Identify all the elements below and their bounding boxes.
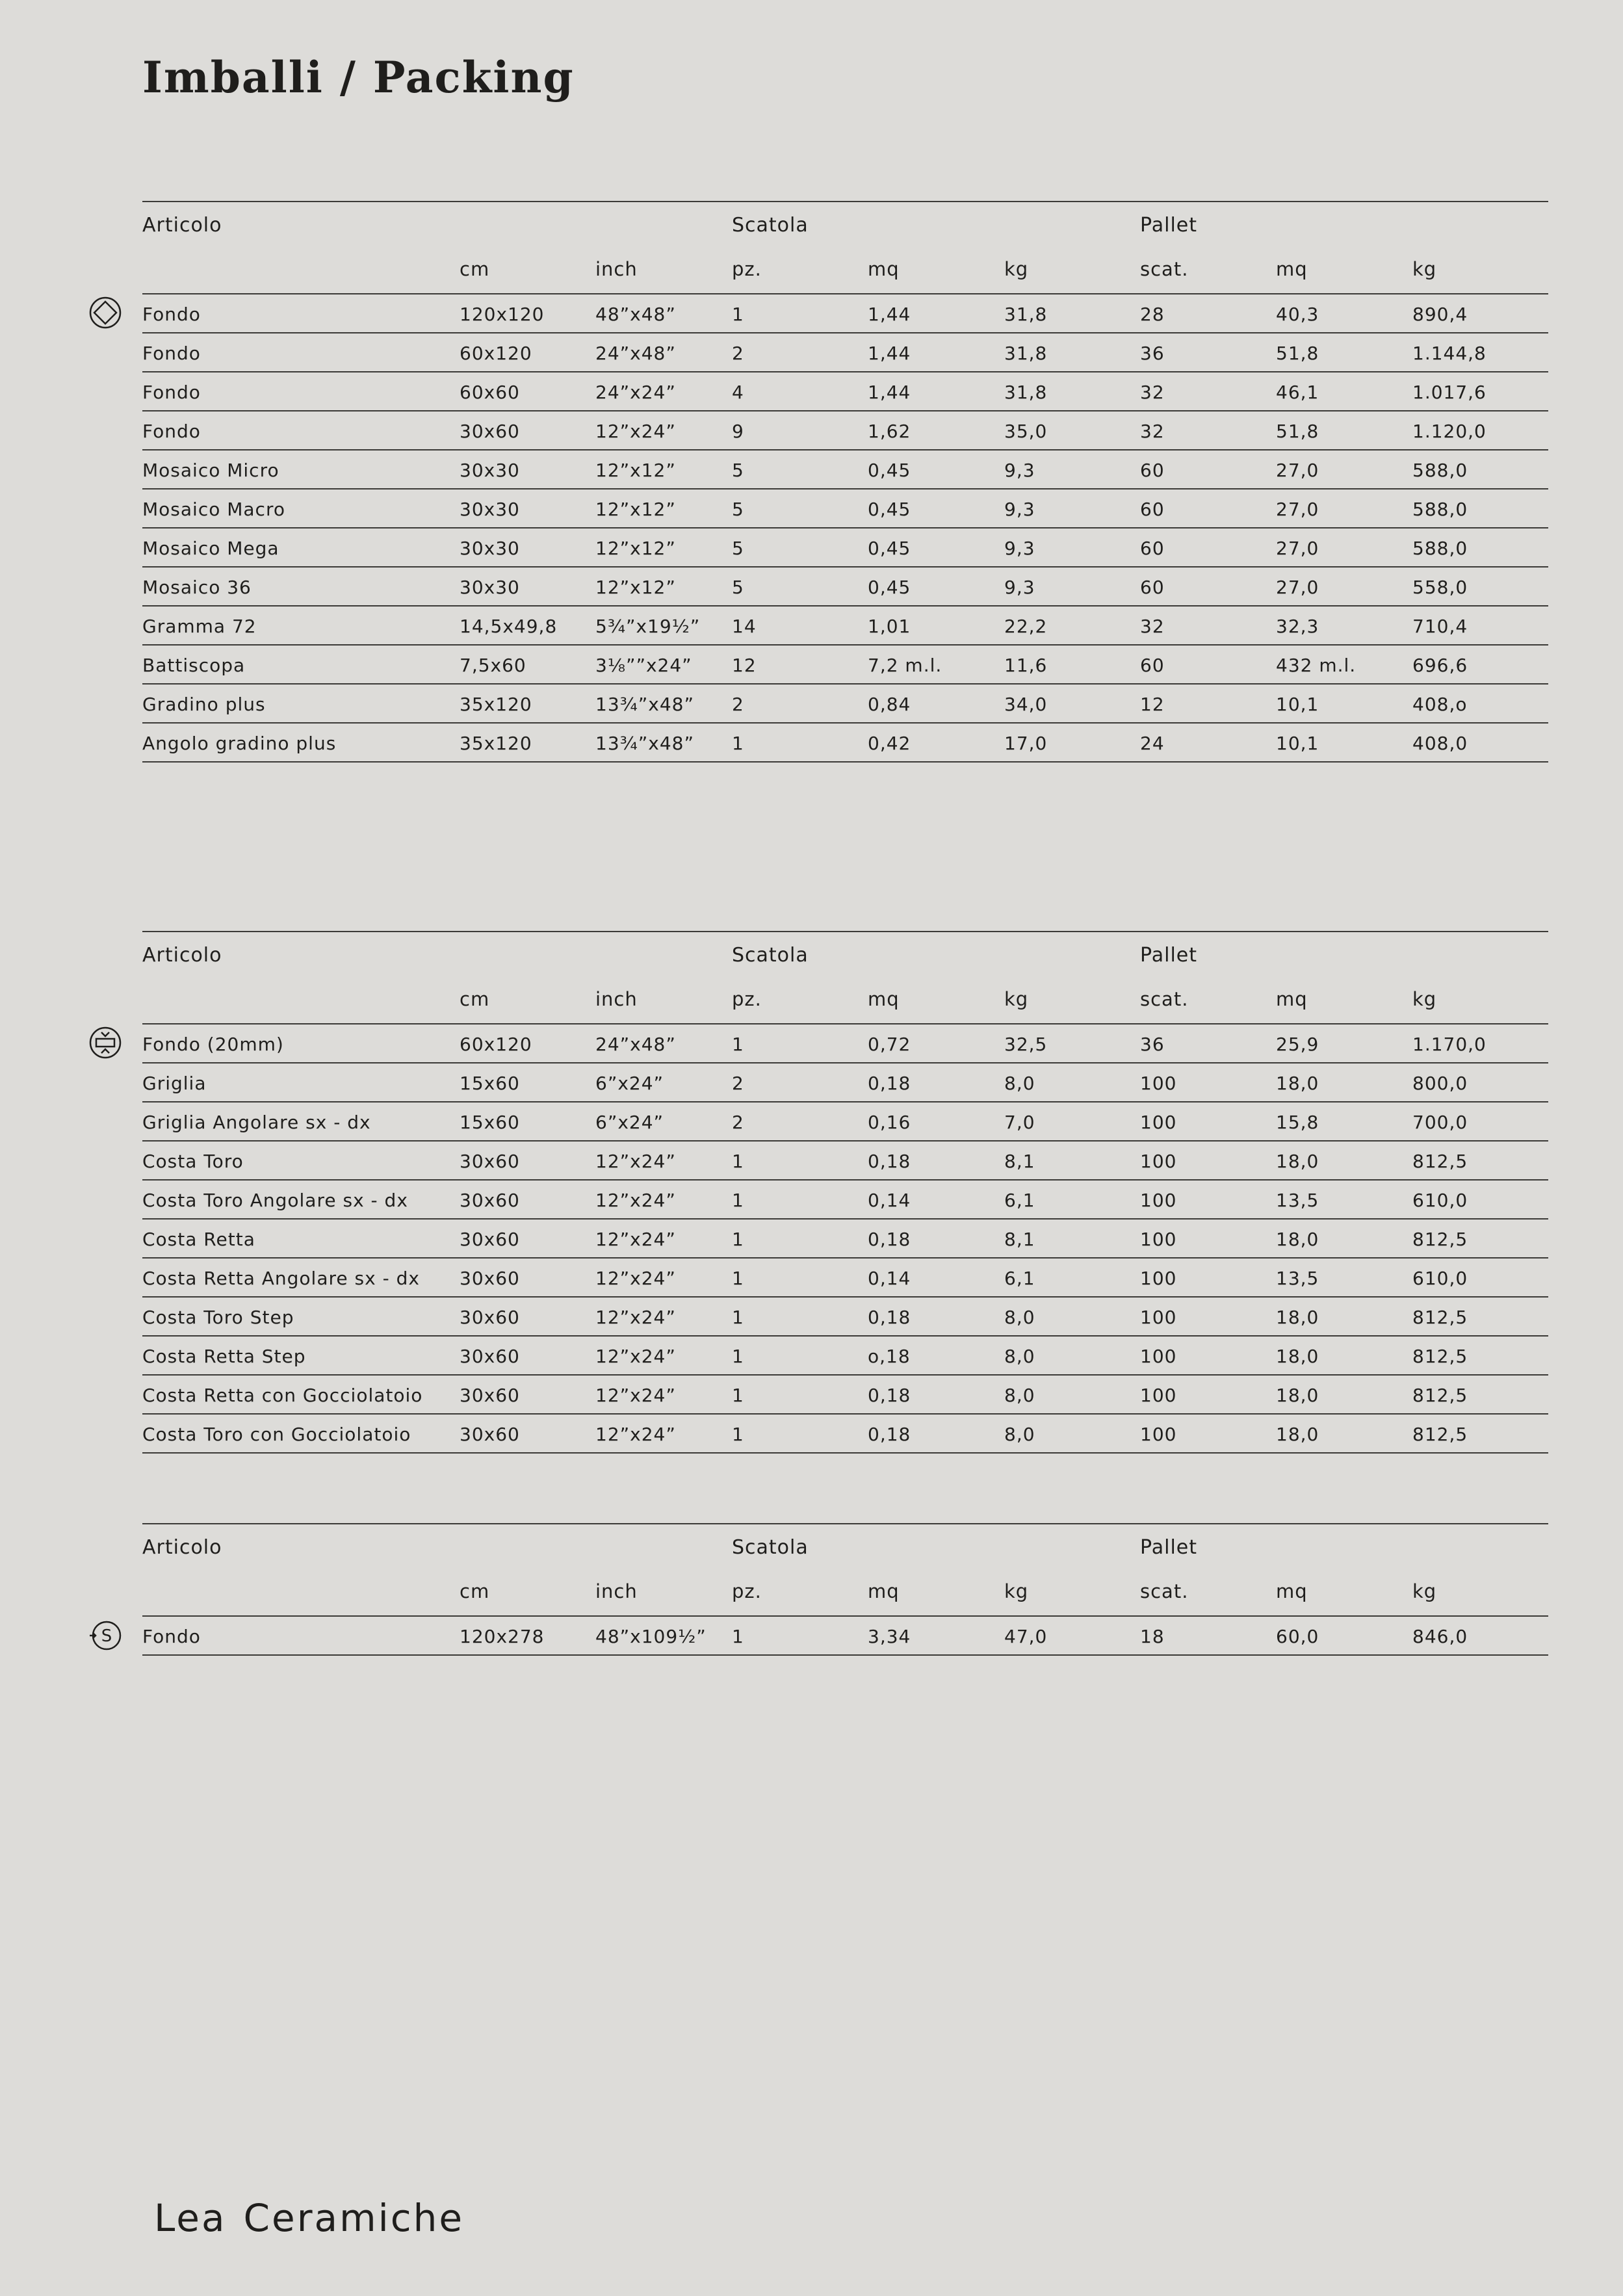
- table-row: [142, 1415, 1548, 1454]
- cell-scatola-kg: 8,0: [1004, 1346, 1035, 1367]
- cell-scat: 60: [1140, 538, 1165, 559]
- cell-articolo: Griglia Angolare sx - dx: [142, 1112, 371, 1133]
- cell-articolo: Fondo: [142, 343, 201, 364]
- subheader-mq: mq: [868, 258, 900, 280]
- cell-scatola-kg: 9,3: [1004, 460, 1035, 481]
- subheader-pallet-mq: mq: [1276, 258, 1308, 280]
- cell-scatola-mq: 0,18: [868, 1073, 911, 1094]
- cell-pallet-mq: 25,9: [1276, 1034, 1319, 1055]
- cell-inch: 24”x48”: [595, 343, 676, 364]
- cell-articolo: Mosaico Micro: [142, 460, 279, 481]
- cell-scatola-kg: 34,0: [1004, 694, 1048, 715]
- table-row: [142, 294, 1548, 333]
- subheader-pz: pz.: [732, 258, 762, 280]
- cell-inch: 24”x48”: [595, 1034, 676, 1055]
- cell-inch: 12”x24”: [595, 1424, 676, 1445]
- cell-cm: 30x30: [460, 577, 520, 598]
- brand-word-ceramiche: Ceramiche: [243, 2196, 465, 2240]
- cell-scat: 100: [1140, 1112, 1177, 1133]
- cell-scatola-mq: 0,16: [868, 1112, 911, 1133]
- cell-pallet-kg: 812,5: [1412, 1151, 1468, 1172]
- cell-scatola-mq: 7,2 m.l.: [868, 655, 942, 676]
- cell-articolo: Mosaico Mega: [142, 538, 279, 559]
- cell-pallet-mq: 32,3: [1276, 616, 1319, 637]
- cell-cm: 14,5x49,8: [460, 616, 558, 637]
- cell-pallet-mq: 15,8: [1276, 1112, 1319, 1133]
- cell-pallet-kg: 1.017,6: [1412, 382, 1487, 403]
- cell-scatola-kg: 47,0: [1004, 1626, 1048, 1647]
- cell-scat: 60: [1140, 460, 1165, 481]
- cell-pallet-mq: 51,8: [1276, 421, 1319, 442]
- cell-pz: 5: [732, 577, 744, 598]
- cell-inch: 12”x12”: [595, 460, 676, 481]
- header-scatola: Scatola: [732, 214, 809, 237]
- cell-scat: 12: [1140, 694, 1165, 715]
- cell-articolo: Costa Retta: [142, 1229, 255, 1250]
- cell-cm: 35x120: [460, 694, 532, 715]
- subheader-kg: kg: [1004, 1580, 1029, 1602]
- header-pallet: Pallet: [1140, 944, 1198, 967]
- cell-cm: 15x60: [460, 1112, 520, 1133]
- cell-inch: 12”x12”: [595, 577, 676, 598]
- cell-scat: 28: [1140, 304, 1165, 325]
- table-row: [142, 528, 1548, 567]
- cell-pz: 1: [732, 1346, 744, 1367]
- table-row: [142, 1181, 1548, 1220]
- cell-pz: 1: [732, 1229, 744, 1250]
- page-title: Imballi / Packing: [142, 52, 575, 103]
- cell-pallet-kg: 812,5: [1412, 1229, 1468, 1250]
- cell-scatola-kg: 8,0: [1004, 1307, 1035, 1328]
- subheader-inch: inch: [595, 988, 638, 1010]
- grating-circle-icon: [88, 1026, 122, 1060]
- cell-inch: 12”x24”: [595, 1385, 676, 1406]
- packing-table-standard: [142, 201, 1548, 763]
- cell-scat: 36: [1140, 343, 1165, 364]
- cell-cm: 30x30: [460, 499, 520, 520]
- cell-scat: 32: [1140, 382, 1165, 403]
- cell-scatola-kg: 31,8: [1004, 382, 1048, 403]
- cell-inch: 12”x24”: [595, 1268, 676, 1289]
- cell-scat: 100: [1140, 1307, 1177, 1328]
- cell-articolo: Fondo: [142, 1626, 201, 1647]
- cell-cm: 30x60: [460, 1385, 520, 1406]
- cell-scatola-mq: 1,01: [868, 616, 911, 637]
- table-row: [142, 724, 1548, 763]
- cell-scatola-mq: 0,45: [868, 538, 911, 559]
- cell-articolo: Fondo (20mm): [142, 1034, 284, 1055]
- cell-scatola-mq: 0,18: [868, 1385, 911, 1406]
- cell-articolo: Costa Toro Step: [142, 1307, 294, 1328]
- cell-inch: 48”x48”: [595, 304, 676, 325]
- cell-scatola-kg: 7,0: [1004, 1112, 1035, 1133]
- cell-inch: 6”x24”: [595, 1073, 664, 1094]
- cell-pallet-mq: 60,0: [1276, 1626, 1319, 1647]
- subheader-inch: inch: [595, 258, 638, 280]
- subheader-pallet-mq: mq: [1276, 988, 1308, 1010]
- subheader-pallet-kg: kg: [1412, 1580, 1437, 1602]
- cell-scatola-mq: 0,72: [868, 1034, 911, 1055]
- cell-scatola-kg: 8,0: [1004, 1424, 1035, 1445]
- cell-scat: 100: [1140, 1073, 1177, 1094]
- header-articolo: Articolo: [142, 944, 222, 967]
- cell-pallet-kg: 408,0: [1412, 733, 1468, 754]
- table-row: [142, 1259, 1548, 1298]
- cell-scat: 60: [1140, 577, 1165, 598]
- cell-scatola-kg: 35,0: [1004, 421, 1048, 442]
- cell-scat: 32: [1140, 616, 1165, 637]
- cell-pallet-mq: 18,0: [1276, 1307, 1319, 1328]
- cell-pallet-kg: 696,6: [1412, 655, 1468, 676]
- cell-pallet-mq: 46,1: [1276, 382, 1319, 403]
- header-scatola: Scatola: [732, 944, 809, 967]
- cell-pallet-kg: 588,0: [1412, 460, 1468, 481]
- cell-scatola-mq: 0,14: [868, 1190, 911, 1211]
- cell-articolo: Fondo: [142, 421, 201, 442]
- brand-logo: [154, 2196, 464, 2240]
- cell-articolo: Costa Retta Step: [142, 1346, 306, 1367]
- cell-pallet-kg: 812,5: [1412, 1424, 1468, 1445]
- cell-inch: 13¾”x48”: [595, 733, 694, 754]
- cell-pallet-mq: 27,0: [1276, 538, 1319, 559]
- cell-cm: 30x30: [460, 538, 520, 559]
- subheader-scat: scat.: [1140, 258, 1189, 280]
- table-row: [142, 411, 1548, 450]
- cell-pz: 1: [732, 1034, 744, 1055]
- table-row: [142, 333, 1548, 372]
- cell-pz: 12: [732, 655, 757, 676]
- cell-scat: 100: [1140, 1151, 1177, 1172]
- cell-pallet-mq: 51,8: [1276, 343, 1319, 364]
- cell-scatola-kg: 31,8: [1004, 304, 1048, 325]
- cell-cm: 30x60: [460, 1229, 520, 1250]
- cell-pallet-kg: 800,0: [1412, 1073, 1468, 1094]
- cell-pz: 1: [732, 1385, 744, 1406]
- subheader-mq: mq: [868, 1580, 900, 1602]
- cell-pz: 4: [732, 382, 744, 403]
- cell-pz: 2: [732, 343, 744, 364]
- subheader-pz: pz.: [732, 1580, 762, 1602]
- cell-inch: 12”x12”: [595, 499, 676, 520]
- cell-cm: 30x60: [460, 1424, 520, 1445]
- cell-articolo: Mosaico 36: [142, 577, 252, 598]
- cell-cm: 7,5x60: [460, 655, 526, 676]
- svg-text:S: S: [101, 1626, 112, 1646]
- cell-pallet-mq: 18,0: [1276, 1385, 1319, 1406]
- cell-cm: 15x60: [460, 1073, 520, 1094]
- cell-scatola-kg: 17,0: [1004, 733, 1048, 754]
- subheader-pallet-kg: kg: [1412, 988, 1437, 1010]
- cell-scat: 24: [1140, 733, 1165, 754]
- cell-pz: 14: [732, 616, 757, 637]
- cell-cm: 30x60: [460, 1190, 520, 1211]
- cell-scatola-mq: 0,45: [868, 460, 911, 481]
- cell-articolo: Gradino plus: [142, 694, 266, 715]
- cell-scatola-kg: 8,1: [1004, 1229, 1035, 1250]
- cell-pallet-kg: 812,5: [1412, 1346, 1468, 1367]
- table-row: [142, 1141, 1548, 1181]
- cell-pallet-mq: 13,5: [1276, 1190, 1319, 1211]
- cell-inch: 5¾”x19½”: [595, 616, 701, 637]
- cell-pallet-mq: 27,0: [1276, 577, 1319, 598]
- cell-inch: 12”x24”: [595, 1151, 676, 1172]
- cell-scatola-kg: 31,8: [1004, 343, 1048, 364]
- header-pallet: Pallet: [1140, 214, 1198, 237]
- cell-scat: 100: [1140, 1229, 1177, 1250]
- cell-cm: 60x120: [460, 1034, 532, 1055]
- cell-articolo: Battiscopa: [142, 655, 246, 676]
- header-articolo: Articolo: [142, 214, 222, 237]
- cell-pz: 1: [732, 733, 744, 754]
- cell-inch: 6”x24”: [595, 1112, 664, 1133]
- cell-scat: 60: [1140, 499, 1165, 520]
- cell-pallet-kg: 588,0: [1412, 538, 1468, 559]
- cell-pallet-kg: 812,5: [1412, 1385, 1468, 1406]
- cell-cm: 30x60: [460, 1307, 520, 1328]
- cell-scatola-kg: 11,6: [1004, 655, 1048, 676]
- cell-articolo: Angolo gradino plus: [142, 733, 337, 754]
- table-row: [142, 1220, 1548, 1259]
- cell-pallet-kg: 1.120,0: [1412, 421, 1487, 442]
- cell-articolo: Gramma 72: [142, 616, 257, 637]
- cell-pz: 9: [732, 421, 744, 442]
- cell-scatola-mq: 0,14: [868, 1268, 911, 1289]
- diamond-circle-icon: [88, 296, 122, 330]
- cell-scat: 100: [1140, 1385, 1177, 1406]
- cell-scatola-kg: 8,0: [1004, 1385, 1035, 1406]
- cell-scatola-mq: 0,18: [868, 1229, 911, 1250]
- cell-cm: 35x120: [460, 733, 532, 754]
- cell-scatola-mq: 0,42: [868, 733, 911, 754]
- cell-pallet-mq: 18,0: [1276, 1229, 1319, 1250]
- table-row: [142, 1298, 1548, 1337]
- cell-pallet-kg: 610,0: [1412, 1268, 1468, 1289]
- cell-pallet-kg: 710,4: [1412, 616, 1468, 637]
- cell-inch: 3⅛””x24”: [595, 655, 692, 676]
- cell-pallet-mq: 13,5: [1276, 1268, 1319, 1289]
- cell-pallet-mq: 40,3: [1276, 304, 1319, 325]
- cell-scatola-mq: 0,84: [868, 694, 911, 715]
- subheader-kg: kg: [1004, 988, 1029, 1010]
- cell-pz: 1: [732, 1626, 744, 1647]
- table-row: [142, 567, 1548, 607]
- table-row: [142, 1102, 1548, 1141]
- cell-articolo: Costa Toro con Gocciolatoio: [142, 1424, 411, 1445]
- cell-scat: 60: [1140, 655, 1165, 676]
- cell-scatola-kg: 9,3: [1004, 577, 1035, 598]
- cell-inch: 12”x24”: [595, 421, 676, 442]
- subheader-row: [142, 248, 1548, 293]
- cell-scatola-mq: 1,44: [868, 382, 911, 403]
- cell-pallet-mq: 432 m.l.: [1276, 655, 1357, 676]
- cell-scatola-kg: 22,2: [1004, 616, 1048, 637]
- subheader-pallet-mq: mq: [1276, 1580, 1308, 1602]
- cell-pz: 2: [732, 694, 744, 715]
- cell-scat: 100: [1140, 1268, 1177, 1289]
- subheader-pallet-kg: kg: [1412, 258, 1437, 280]
- cell-pallet-kg: 588,0: [1412, 499, 1468, 520]
- cell-inch: 48”x109½”: [595, 1626, 707, 1647]
- cell-articolo: Fondo: [142, 304, 201, 325]
- header-articolo: Articolo: [142, 1536, 222, 1559]
- cell-articolo: Griglia: [142, 1073, 207, 1094]
- cell-pallet-kg: 558,0: [1412, 577, 1468, 598]
- cell-pallet-mq: 18,0: [1276, 1151, 1319, 1172]
- cell-scat: 18: [1140, 1626, 1165, 1647]
- cell-pz: 5: [732, 499, 744, 520]
- header-scatola: Scatola: [732, 1536, 809, 1559]
- slab-s-circle-icon: [88, 1619, 122, 1652]
- cell-cm: 30x60: [460, 1268, 520, 1289]
- cell-scatola-kg: 6,1: [1004, 1190, 1035, 1211]
- cell-pallet-kg: 700,0: [1412, 1112, 1468, 1133]
- cell-scatola-kg: 8,0: [1004, 1073, 1035, 1094]
- cell-scatola-mq: 0,45: [868, 577, 911, 598]
- cell-articolo: Costa Toro Angolare sx - dx: [142, 1190, 408, 1211]
- cell-pz: 1: [732, 1424, 744, 1445]
- cell-inch: 12”x12”: [595, 538, 676, 559]
- table-row: [142, 1337, 1548, 1376]
- cell-scatola-mq: 0,18: [868, 1307, 911, 1328]
- cell-scat: 100: [1140, 1346, 1177, 1367]
- cell-pallet-mq: 18,0: [1276, 1073, 1319, 1094]
- cell-pz: 1: [732, 1268, 744, 1289]
- cell-scatola-mq: 1,44: [868, 343, 911, 364]
- table-row: [142, 1617, 1548, 1656]
- table-row: [142, 1063, 1548, 1102]
- header-pallet: Pallet: [1140, 1536, 1198, 1559]
- cell-pallet-mq: 10,1: [1276, 733, 1319, 754]
- cell-cm: 120x278: [460, 1626, 545, 1647]
- cell-scatola-mq: o,18: [868, 1346, 911, 1367]
- cell-cm: 30x60: [460, 421, 520, 442]
- brand-word-lea: Lea: [154, 2196, 227, 2240]
- cell-pz: 1: [732, 304, 744, 325]
- subheader-scat: scat.: [1140, 1580, 1189, 1602]
- cell-inch: 12”x24”: [595, 1229, 676, 1250]
- cell-pallet-mq: 18,0: [1276, 1346, 1319, 1367]
- packing-table-slab: [142, 1523, 1548, 1656]
- cell-pallet-kg: 1.144,8: [1412, 343, 1487, 364]
- table-row: [142, 607, 1548, 646]
- cell-cm: 60x120: [460, 343, 532, 364]
- cell-pallet-kg: 890,4: [1412, 304, 1468, 325]
- cell-articolo: Costa Retta Angolare sx - dx: [142, 1268, 420, 1289]
- cell-scatola-kg: 32,5: [1004, 1034, 1048, 1055]
- subheader-inch: inch: [595, 1580, 638, 1602]
- cell-pz: 1: [732, 1190, 744, 1211]
- cell-articolo: Costa Toro: [142, 1151, 244, 1172]
- cell-scatola-mq: 0,45: [868, 499, 911, 520]
- table-row: [142, 372, 1548, 411]
- cell-scatola-kg: 6,1: [1004, 1268, 1035, 1289]
- cell-pz: 2: [732, 1073, 744, 1094]
- subheader-pz: pz.: [732, 988, 762, 1010]
- table-row: [142, 450, 1548, 489]
- cell-cm: 30x60: [460, 1151, 520, 1172]
- cell-pallet-kg: 846,0: [1412, 1626, 1468, 1647]
- table-row: [142, 1024, 1548, 1063]
- cell-cm: 30x60: [460, 1346, 520, 1367]
- cell-inch: 24”x24”: [595, 382, 676, 403]
- cell-pz: 5: [732, 538, 744, 559]
- table-row: [142, 685, 1548, 724]
- cell-scatola-kg: 8,1: [1004, 1151, 1035, 1172]
- cell-pz: 2: [732, 1112, 744, 1133]
- cell-inch: 12”x24”: [595, 1190, 676, 1211]
- table-row: [142, 646, 1548, 685]
- cell-scatola-kg: 9,3: [1004, 499, 1035, 520]
- cell-scat: 100: [1140, 1424, 1177, 1445]
- cell-pallet-mq: 27,0: [1276, 499, 1319, 520]
- subheader-cm: cm: [460, 258, 490, 280]
- subheader-scat: scat.: [1140, 988, 1189, 1010]
- cell-pallet-kg: 812,5: [1412, 1307, 1468, 1328]
- cell-scat: 100: [1140, 1190, 1177, 1211]
- cell-scatola-mq: 1,44: [868, 304, 911, 325]
- subheader-cm: cm: [460, 1580, 490, 1602]
- subheader-mq: mq: [868, 988, 900, 1010]
- subheader-row: [142, 1570, 1548, 1615]
- packing-table-outdoor: [142, 931, 1548, 1454]
- cell-scatola-kg: 9,3: [1004, 538, 1035, 559]
- cell-pallet-kg: 408,o: [1412, 694, 1468, 715]
- cell-articolo: Fondo: [142, 382, 201, 403]
- cell-articolo: Mosaico Macro: [142, 499, 285, 520]
- cell-pz: 1: [732, 1151, 744, 1172]
- cell-scat: 36: [1140, 1034, 1165, 1055]
- cell-cm: 60x60: [460, 382, 520, 403]
- cell-inch: 13¾”x48”: [595, 694, 694, 715]
- subheader-row: [142, 978, 1548, 1023]
- cell-inch: 12”x24”: [595, 1307, 676, 1328]
- cell-pallet-mq: 18,0: [1276, 1424, 1319, 1445]
- cell-pallet-mq: 27,0: [1276, 460, 1319, 481]
- table-row: [142, 489, 1548, 528]
- table-row: [142, 1376, 1548, 1415]
- cell-pz: 1: [732, 1307, 744, 1328]
- cell-scatola-mq: 1,62: [868, 421, 911, 442]
- cell-pallet-mq: 10,1: [1276, 694, 1319, 715]
- cell-pz: 5: [732, 460, 744, 481]
- cell-pallet-kg: 610,0: [1412, 1190, 1468, 1211]
- cell-scat: 32: [1140, 421, 1165, 442]
- cell-scatola-mq: 0,18: [868, 1424, 911, 1445]
- cell-cm: 120x120: [460, 304, 545, 325]
- cell-pallet-kg: 1.170,0: [1412, 1034, 1487, 1055]
- cell-scatola-mq: 0,18: [868, 1151, 911, 1172]
- cell-inch: 12”x24”: [595, 1346, 676, 1367]
- cell-cm: 30x30: [460, 460, 520, 481]
- cell-articolo: Costa Retta con Gocciolatoio: [142, 1385, 423, 1406]
- cell-scatola-mq: 3,34: [868, 1626, 911, 1647]
- subheader-kg: kg: [1004, 258, 1029, 280]
- subheader-cm: cm: [460, 988, 490, 1010]
